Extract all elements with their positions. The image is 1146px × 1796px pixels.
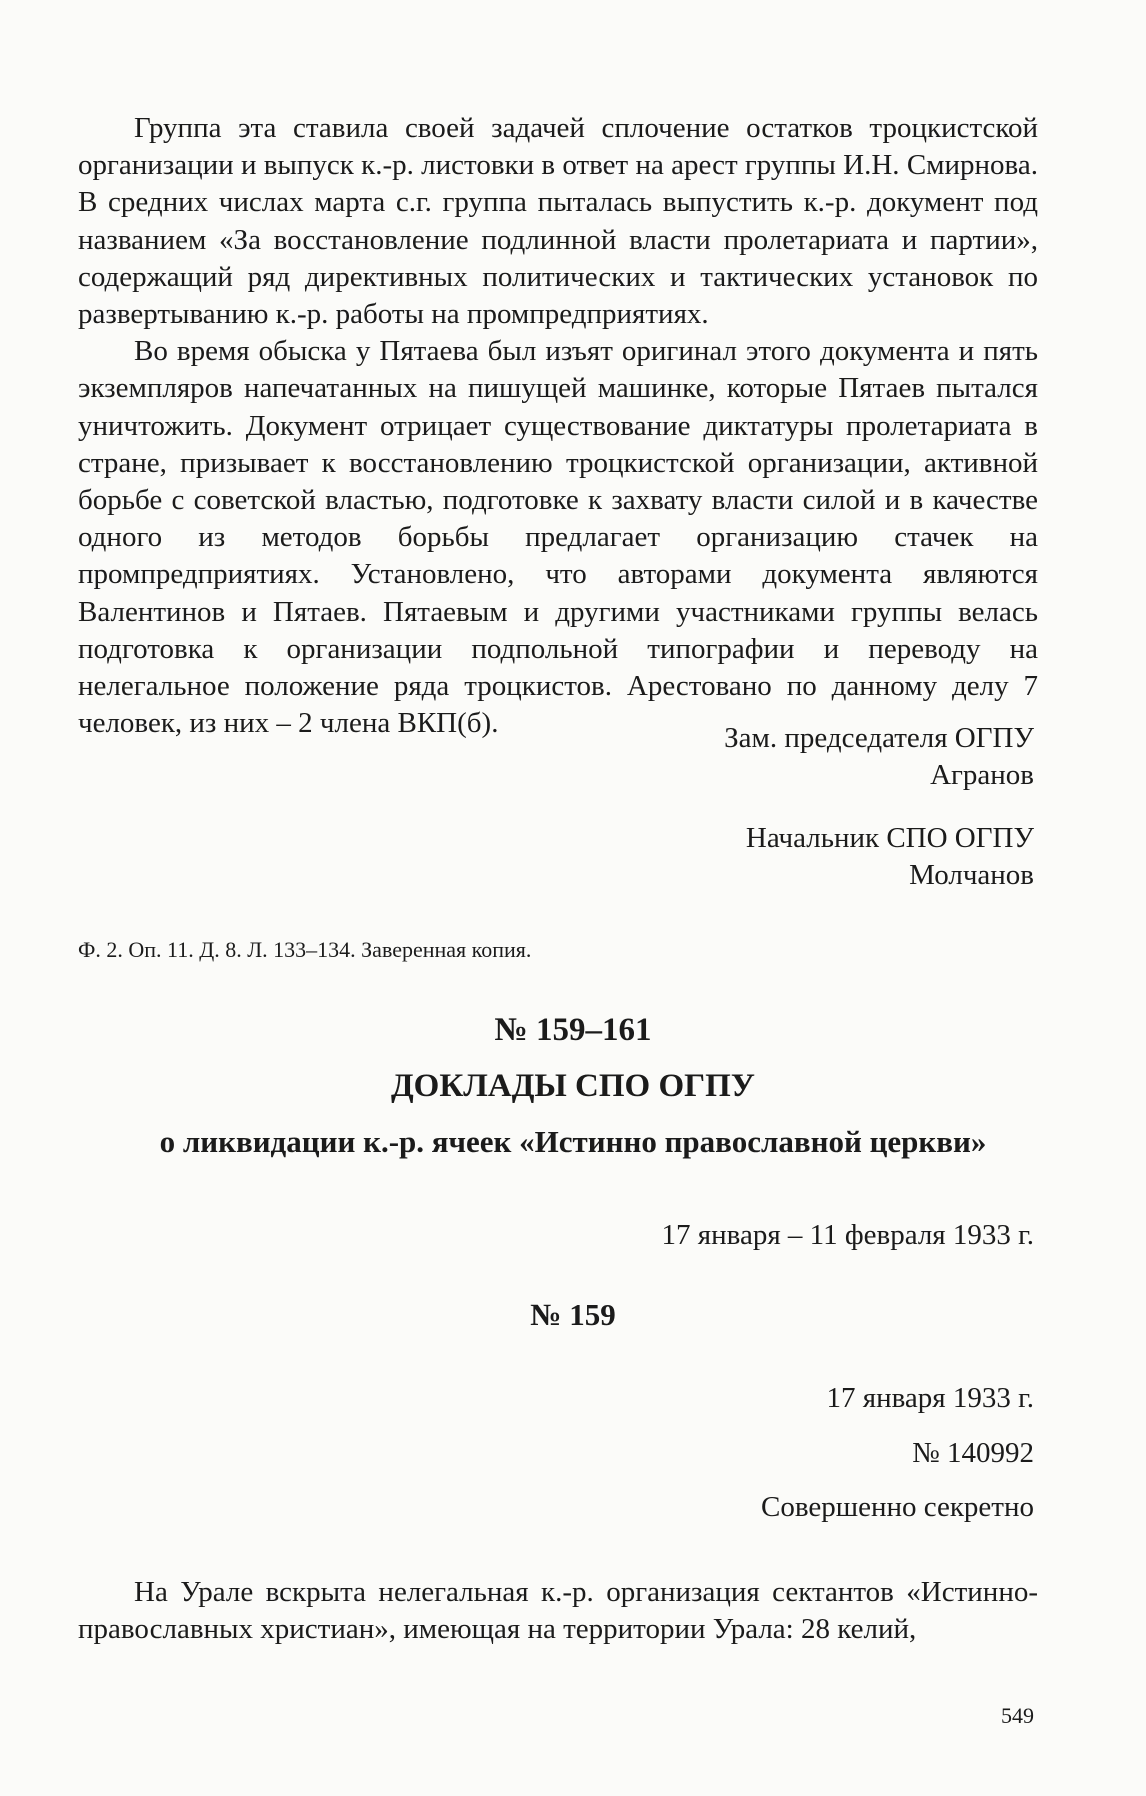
classification-label: Совершенно секретно bbox=[761, 1491, 1034, 1523]
document-date: 17 января 1933 г. bbox=[826, 1382, 1034, 1414]
archive-reference: Ф. 2. Оп. 11. Д. 8. Л. 133–134. Заверенная копия. bbox=[78, 937, 532, 962]
registration-number: № 140992 bbox=[912, 1437, 1034, 1469]
paragraph: Группа эта ставила своей задачей сплочение остатков троцкистской организации и выпуск к.-р. листовки в ответ на арест группы И.Н. Смирнова. В средних числах марта с.г. группа пыталась выпустить к.-р. документ под названием «За восстановление подлинной власти пролетариата и партии», содержащий ряд директивных политических и тактических установок по развертыванию к.-р. работы на промпредприятиях. bbox=[78, 112, 1038, 331]
section-number: № 159–161 bbox=[494, 1012, 652, 1048]
signature-name: Молчанов bbox=[909, 859, 1034, 891]
section-title: ДОКЛАДЫ СПО ОГПУ bbox=[390, 1068, 756, 1104]
page-number: 549 bbox=[1001, 1703, 1034, 1728]
date-range: 17 января – 11 февраля 1933 г. bbox=[661, 1219, 1034, 1251]
section-subtitle: о ликвидации к.-р. ячеек «Истинно православной церкви» bbox=[159, 1124, 987, 1159]
document-number: № 159 bbox=[530, 1297, 616, 1332]
signature-title: Начальник СПО ОГПУ bbox=[745, 822, 1034, 854]
signature-title: Зам. председателя ОГПУ bbox=[724, 722, 1034, 754]
top-text-block bbox=[78, 110, 1038, 742]
paragraph: На Урале вскрыта нелегальная к.-р. организация сектантов «Истинно-православных христиан», имеющая на территории Урала: 28 келий, bbox=[78, 1576, 1038, 1646]
paragraph: Во время обыска у Пятаева был изъят оригинал этого документа и пять экземпляров напечатанных на пишущей машинке, которые Пятаев пытался уничтожить. Документ отрицает существование диктатуры пролетариата в стране, призывает к восстановлению троцкистской организации, активной борьбе с советской властью, подготовке к захвату власти силой и в качестве одного из методов борьбы предлагает организацию стачек на промпредприятиях. Установлено, что авторами документа являются Валентинов и Пятаев. Пятаевым и другими участниками группы велась подготовка к организации подпольной типографии и переводу на нелегальное положение ряда троцкистов. Арестовано по данному делу 7 человек, из них – 2 члена ВКП(б). bbox=[78, 335, 1038, 740]
document-body bbox=[78, 1574, 1038, 1648]
signature-name: Агранов bbox=[930, 759, 1034, 791]
